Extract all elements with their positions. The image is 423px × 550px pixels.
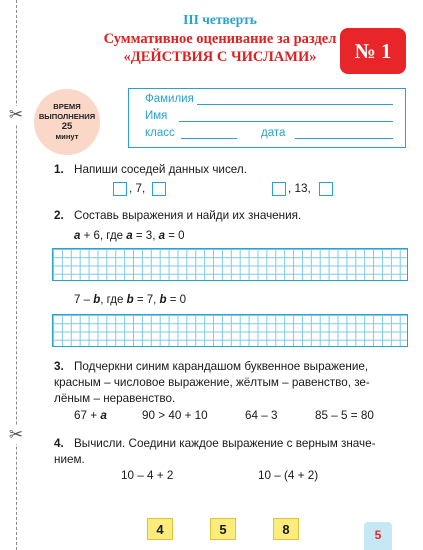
name-field[interactable] (179, 121, 393, 122)
time-badge-minutes: 25 (61, 121, 73, 133)
expression-item[interactable]: 10 – (4 + 2) (258, 469, 319, 482)
expression-a: a + 6, где a = 3, a = 0 (74, 230, 185, 242)
section-subtitle: «ДЕЙСТВИЯ С ЧИСЛАМИ» (123, 49, 317, 65)
task-1 (54, 162, 247, 177)
quarter-heading: III четверть (183, 12, 257, 27)
class-label: класс (145, 127, 175, 139)
task-3 (54, 359, 368, 374)
task-3-line2: красным – числовое выражение, жёлтым – равенство, зе- (54, 376, 370, 389)
expression-item[interactable]: 67 + a (74, 409, 107, 422)
number-sequence: , 7, (129, 182, 146, 195)
task-number: 1. (54, 163, 64, 176)
time-badge-label: ВЫПОЛНЕНИЯ (38, 111, 96, 121)
answer-grid[interactable] (52, 314, 408, 347)
answer-card[interactable]: 4 (147, 518, 173, 540)
number-sequence: , 13, (288, 182, 311, 195)
answer-card[interactable]: 5 (210, 518, 236, 540)
date-field[interactable] (295, 138, 393, 139)
expression-b: 7 – b, где b = 7, b = 0 (74, 294, 187, 306)
assessment-number-badge: № 1 (340, 28, 406, 74)
time-badge-unit: минут (55, 132, 79, 142)
task-text: Составь выражения и найди их значения. (74, 209, 302, 222)
task-4-line2: нием. (54, 453, 85, 466)
name-label: Имя (145, 110, 168, 122)
answer-box[interactable] (272, 182, 286, 196)
surname-field[interactable] (197, 104, 393, 105)
student-info-box (128, 88, 406, 148)
task-number: 2. (54, 209, 64, 222)
class-field[interactable] (181, 138, 237, 139)
task-4 (54, 436, 376, 451)
expression-item[interactable]: 90 > 40 + 10 (142, 409, 208, 422)
answer-card[interactable]: 8 (273, 518, 299, 540)
task-number: 4. (54, 437, 64, 450)
task-text: Подчеркни синим карандашом буквенное выражение, (74, 360, 369, 373)
answer-grid[interactable] (52, 248, 408, 281)
answer-box[interactable] (152, 182, 166, 196)
task-text: Напиши соседей данных чисел. (74, 163, 247, 176)
task-2 (54, 208, 301, 223)
answer-box[interactable] (319, 182, 333, 196)
time-badge-label: ВРЕМЯ (53, 102, 81, 112)
date-label: дата (261, 127, 286, 139)
time-badge (34, 89, 100, 155)
expression-item[interactable]: 64 – 3 (245, 409, 278, 422)
expression-item[interactable]: 10 – 4 + 2 (121, 469, 174, 482)
section-title: Суммативное оценивание за раздел (103, 31, 337, 47)
scissors-icon: ✂ (8, 425, 24, 444)
cut-line (16, 0, 17, 550)
task-number: 3. (54, 360, 64, 373)
task-text: Вычисли. Соедини каждое выражение с верным значе- (74, 437, 376, 450)
expression-item[interactable]: 85 – 5 = 80 (315, 409, 374, 422)
answer-box[interactable] (113, 182, 127, 196)
page-number: 5 (364, 522, 392, 550)
task-3-line3: лёным – неравенство. (54, 392, 176, 405)
surname-label: Фамилия (145, 93, 194, 105)
scissors-icon: ✂ (8, 105, 24, 124)
